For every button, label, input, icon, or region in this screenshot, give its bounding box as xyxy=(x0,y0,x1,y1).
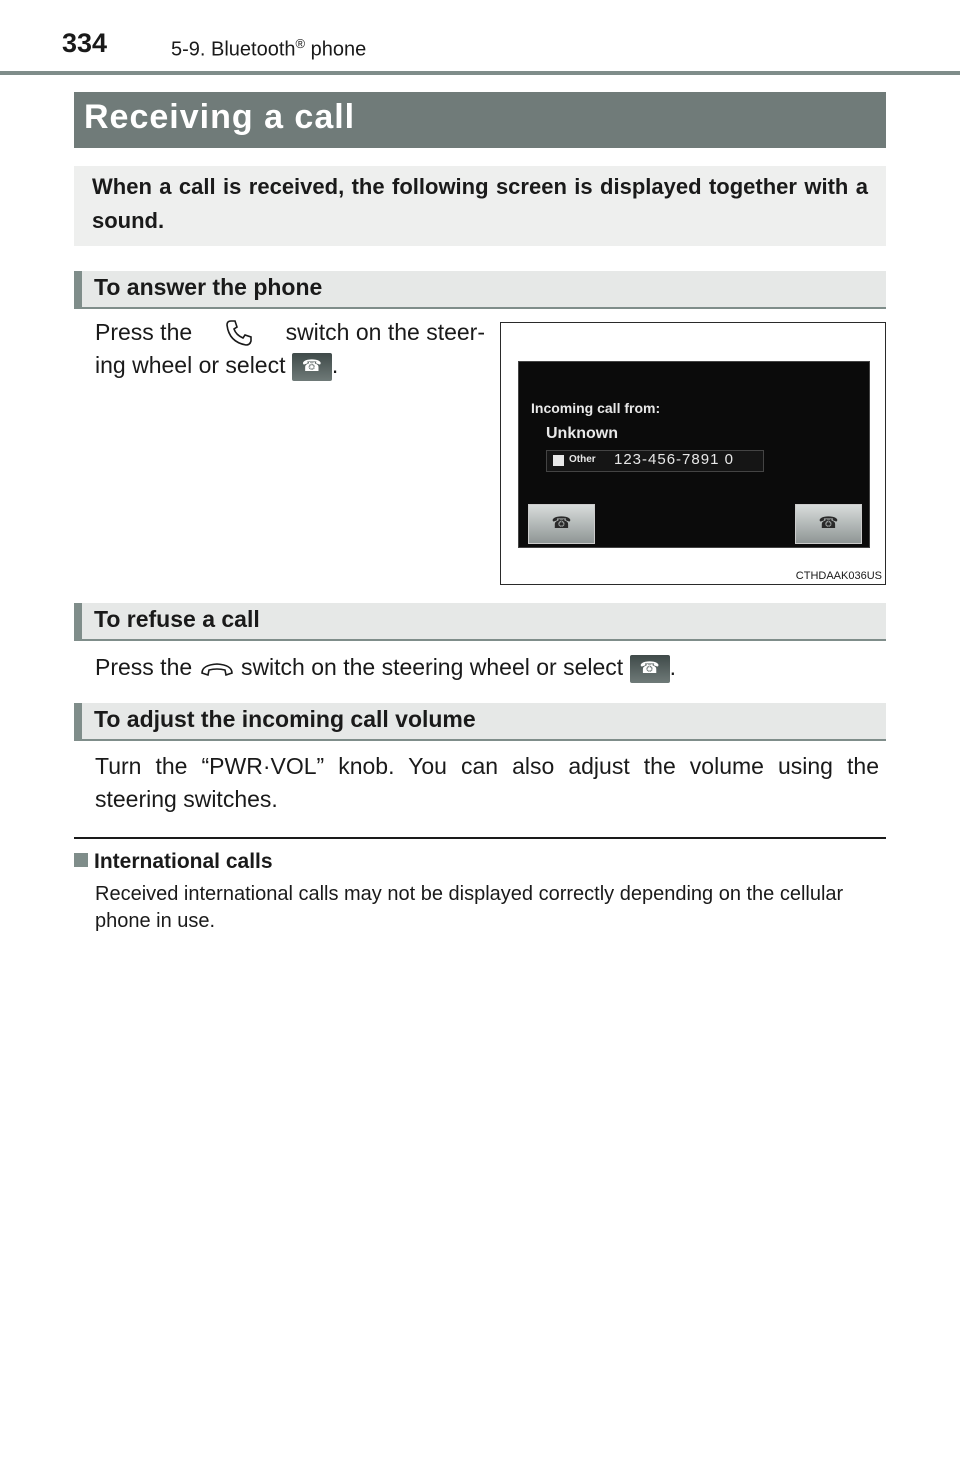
page-number: 334 xyxy=(62,28,108,58)
refuse-text xyxy=(95,651,885,684)
answer-text-3: ing wheel or select xyxy=(95,352,286,378)
number-type-icon xyxy=(553,455,564,466)
heading-bar xyxy=(74,271,82,309)
note-bullet-icon xyxy=(74,853,88,867)
notes-divider xyxy=(74,837,886,839)
section-suffix: phone xyxy=(305,38,367,61)
section-name: 5-9. Bluetooth xyxy=(171,38,296,61)
answer-button[interactable] xyxy=(528,504,595,544)
answer-heading: To answer the phone xyxy=(94,274,323,300)
phone-number: 123-456-7891 0 xyxy=(614,451,734,468)
refuse-heading: To refuse a call xyxy=(94,606,260,632)
answer-heading-band xyxy=(74,271,886,309)
number-type: Other xyxy=(569,454,596,465)
registered-mark: ® xyxy=(295,36,306,51)
header-rule xyxy=(0,71,960,75)
decline-button[interactable] xyxy=(795,504,862,544)
incoming-call-screen xyxy=(518,361,870,548)
screen-title: Incoming call from: xyxy=(531,400,661,416)
phone-answer-icon: ☎ xyxy=(551,515,572,532)
note-heading-text: International calls xyxy=(94,850,273,873)
answer-text-2: switch on the steer- xyxy=(285,319,485,345)
note-heading xyxy=(74,850,273,874)
refuse-text-2: switch on the steering wheel or select xyxy=(240,654,624,680)
answer-text-4: . xyxy=(331,352,339,378)
caller-name: Unknown xyxy=(546,425,618,442)
answer-line-1 xyxy=(95,316,485,349)
phone-decline-icon: ☎ xyxy=(818,515,839,532)
heading-bar xyxy=(74,603,82,641)
refuse-text-1: Press the xyxy=(95,654,193,680)
number-row xyxy=(546,450,764,472)
heading-bar xyxy=(74,703,82,741)
phone-pickup-icon xyxy=(224,318,254,348)
answer-line-2 xyxy=(95,349,485,382)
phone-decline-icon: ☎ xyxy=(630,655,670,683)
page-title: Receiving a call xyxy=(84,98,356,136)
phone-hangup-icon xyxy=(199,658,235,680)
answer-text xyxy=(95,316,485,382)
refuse-text-3: . xyxy=(669,654,676,680)
volume-heading-band xyxy=(74,703,886,741)
answer-text-1: Press the xyxy=(95,319,193,345)
note-text: Received international calls may not be displayed correctly depending on the cellular phone in use. xyxy=(95,883,844,932)
figure-code: CTHDAAK036US xyxy=(795,570,882,582)
phone-answer-icon: ☎ xyxy=(292,353,332,381)
volume-heading: To adjust the incoming call volume xyxy=(94,706,476,732)
title-band xyxy=(74,92,886,148)
intro-text: When a call is received, the following screen is displayed together with a sound. xyxy=(92,174,868,233)
section-label xyxy=(171,36,366,62)
incoming-call-figure xyxy=(500,322,886,585)
intro-box xyxy=(74,166,886,246)
volume-text: Turn the “PWR·VOL” knob. You can also adjust the volume using the steering switches. xyxy=(95,753,879,812)
refuse-heading-band xyxy=(74,603,886,641)
